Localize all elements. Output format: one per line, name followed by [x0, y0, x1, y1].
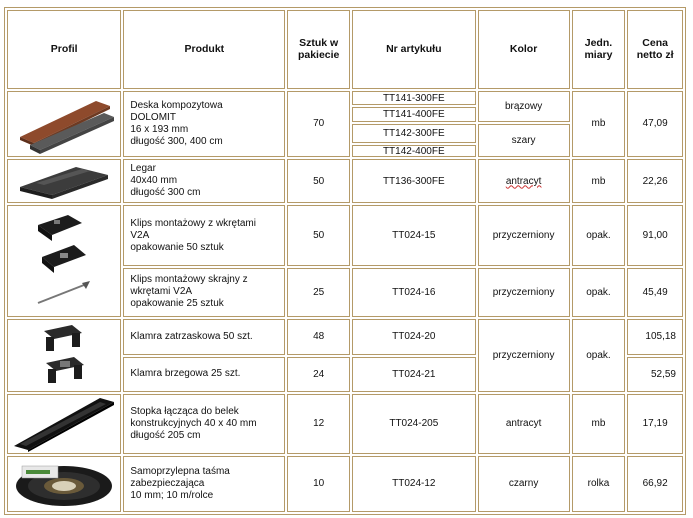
table-row — [7, 394, 683, 454]
price-value: 52,59 — [627, 357, 683, 392]
product-name: Samoprzylepna taśma zabezpieczająca 10 mm; 10 m/rolce — [123, 456, 285, 512]
joist-image — [7, 159, 121, 204]
unit-value: rolka — [572, 456, 626, 512]
article-number: TT024-15 — [352, 205, 475, 265]
product-name: Klips montażowy skrajny z wkrętami V2A opakowanie 25 sztuk — [123, 268, 285, 318]
product-name: Stopka łącząca do belek konstrukcyjnych 40 x 40 mm długość 205 cm — [123, 394, 285, 454]
header-nr-artykulu: Nr artykułu — [352, 10, 475, 89]
base-rail-image — [7, 394, 121, 454]
unit-value: mb — [572, 394, 626, 454]
table-row — [7, 91, 683, 106]
unit-value: mb — [572, 159, 626, 204]
pack-quantity: 70 — [287, 91, 350, 157]
color-value: przyczerniony — [478, 205, 570, 265]
unit-value: opak. — [572, 205, 626, 265]
header-profil: Profil — [7, 10, 121, 89]
product-name: Legar 40x40 mm długość 300 cm — [123, 159, 285, 204]
article-number: TT024-21 — [352, 357, 475, 392]
price-value: 22,26 — [627, 159, 683, 204]
table-row — [7, 159, 683, 204]
header-produkt: Produkt — [123, 10, 285, 89]
header-kolor: Kolor — [478, 10, 570, 89]
pack-quantity: 24 — [287, 357, 350, 392]
price-value: 45,49 — [627, 268, 683, 318]
header-jedn: Jedn. miary — [572, 10, 626, 89]
pack-quantity: 12 — [287, 394, 350, 454]
pack-quantity: 50 — [287, 159, 350, 204]
product-name: Klamra brzegowa 25 szt. — [123, 357, 285, 392]
price-value: 66,92 — [627, 456, 683, 512]
article-number: TT024-205 — [352, 394, 475, 454]
mounting-clip-image — [7, 205, 121, 317]
color-value: antracyt — [478, 159, 570, 204]
article-number: TT024-16 — [352, 268, 475, 318]
header-row — [7, 10, 683, 89]
article-number: TT024-20 — [352, 319, 475, 354]
snap-clamp-image — [7, 319, 121, 391]
color-value: brązowy — [478, 91, 570, 122]
header-cena: Cena netto zł — [627, 10, 683, 89]
article-number: TT142-400FE — [352, 145, 475, 156]
pack-quantity: 10 — [287, 456, 350, 512]
price-value: 47,09 — [627, 91, 683, 157]
color-value: przyczerniony — [478, 319, 570, 391]
table-row — [7, 205, 683, 265]
price-value: 17,19 — [627, 394, 683, 454]
product-name: Klamra zatrzaskowa 50 szt. — [123, 319, 285, 354]
color-value: szary — [478, 124, 570, 157]
table-row — [7, 456, 683, 512]
article-number: TT136-300FE — [352, 159, 475, 204]
pack-quantity: 50 — [287, 205, 350, 265]
tape-roll-image — [7, 456, 121, 512]
unit-value: mb — [572, 91, 626, 157]
product-name: Klips montażowy z wkrętami V2A opakowanie 50 sztuk — [123, 205, 285, 265]
header-sztuk: Sztuk w pakiecie — [287, 10, 350, 89]
unit-value: opak. — [572, 268, 626, 318]
price-value: 105,18 — [627, 319, 683, 354]
table-row — [7, 319, 683, 354]
color-value: antracyt — [478, 394, 570, 454]
price-value: 91,00 — [627, 205, 683, 265]
product-name: Deska kompozytowa DOLOMIT 16 x 193 mm długość 300, 400 cm — [123, 91, 285, 157]
article-number: TT024-12 — [352, 456, 475, 512]
article-number: TT141-300FE — [352, 91, 475, 106]
color-value: czarny — [478, 456, 570, 512]
deck-boards-image — [7, 91, 121, 157]
unit-value: opak. — [572, 319, 626, 391]
price-table — [4, 7, 686, 515]
article-number: TT141-400FE — [352, 107, 475, 122]
pack-quantity: 48 — [287, 319, 350, 354]
color-value: przyczerniony — [478, 268, 570, 318]
article-number: TT142-300FE — [352, 124, 475, 144]
pack-quantity: 25 — [287, 268, 350, 318]
